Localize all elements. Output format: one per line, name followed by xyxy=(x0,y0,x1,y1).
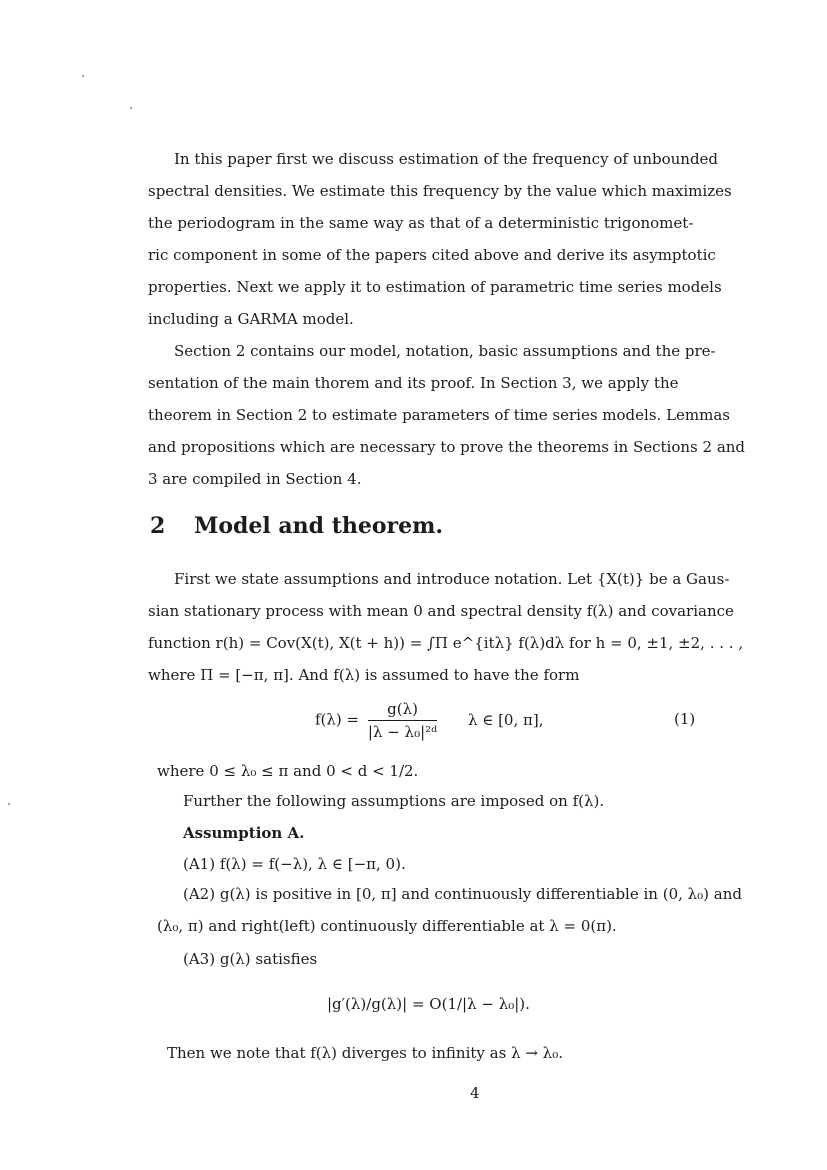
assumption-a2-line-1: (A2) g(λ) is positive in [0, π] and continuously differentiable in (0, λ₀) and xyxy=(183,885,742,903)
text-line: where Π = [−π, π]. And f(λ) is assumed to have the form xyxy=(148,666,580,684)
text-line: spectral densities. We estimate this frequency by the value which maximizes xyxy=(148,182,732,200)
text-line: properties. Next we apply it to estimation of parametric time series models xyxy=(148,278,722,296)
scan-speck xyxy=(82,75,84,77)
assumption-a1: (A1) f(λ) = f(−λ), λ ∈ [−π, 0). xyxy=(183,855,406,873)
equation-2: |g′(λ)/g(λ)| = O(1/|λ − λ₀|). xyxy=(327,995,530,1013)
eq1-denominator: |λ − λ₀|²ᵈ xyxy=(367,723,438,741)
further-line: Further the following assumptions are imposed on f(λ). xyxy=(183,792,605,810)
eq1-fraction xyxy=(368,700,437,741)
assumption-a2-line-2: (λ₀, π) and right(left) continuously differentiable at λ = 0(π). xyxy=(157,917,617,935)
where-line: where 0 ≤ λ₀ ≤ π and 0 < d < 1/2. xyxy=(157,762,419,780)
section-heading xyxy=(150,513,443,539)
text-line: First we state assumptions and introduce notation. Let {X(t)} be a Gaus- xyxy=(174,570,730,588)
text-line: and propositions which are necessary to prove the theorems in Sections 2 and xyxy=(148,438,746,456)
text-line: ric component in some of the papers cited above and derive its asymptotic xyxy=(148,246,716,264)
text-line: function r(h) = Cov(X(t), X(t + h)) = ∫Π e^{itλ} f(λ)dλ for h = 0, ±1, ±2, . . . , xyxy=(148,634,744,652)
text-line: Section 2 contains our model, notation, basic assumptions and the pre- xyxy=(174,342,716,360)
intro-paragraph-2 xyxy=(148,335,746,495)
page-number: 4 xyxy=(470,1084,480,1102)
text-line: including a GARMA model. xyxy=(148,310,354,328)
section-title: Model and theorem. xyxy=(194,513,444,539)
eq1-domain: λ ∈ [0, π], xyxy=(467,710,544,729)
final-line: Then we note that f(λ) diverges to infinity as λ → λ₀. xyxy=(167,1044,563,1062)
eq1-lhs: f(λ) = xyxy=(315,710,360,729)
eq1-numerator: g(λ) xyxy=(368,700,437,721)
text-line: the periodogram in the same way as that of a deterministic trigonomet- xyxy=(148,214,694,232)
text-line: sentation of the main thorem and its proof. In Section 3, we apply the xyxy=(148,374,679,392)
text-line: sian stationary process with mean 0 and spectral density f(λ) and covariance xyxy=(148,602,734,620)
body-paragraph xyxy=(148,563,744,691)
text-line: In this paper first we discuss estimation of the frequency of unbounded xyxy=(174,150,719,168)
text-line: 3 are compiled in Section 4. xyxy=(148,470,362,488)
text-line: theorem in Section 2 to estimate parameters of time series models. Lemmas xyxy=(148,406,730,424)
scan-speck xyxy=(130,107,132,109)
equation-1 xyxy=(315,700,544,741)
assumption-title: Assumption A. xyxy=(183,824,305,842)
scan-speck xyxy=(8,803,10,805)
equation-number: (1) xyxy=(674,710,696,728)
assumption-a3: (A3) g(λ) satisfies xyxy=(183,950,318,968)
intro-paragraph-1 xyxy=(148,143,732,335)
section-number: 2 xyxy=(150,513,166,539)
